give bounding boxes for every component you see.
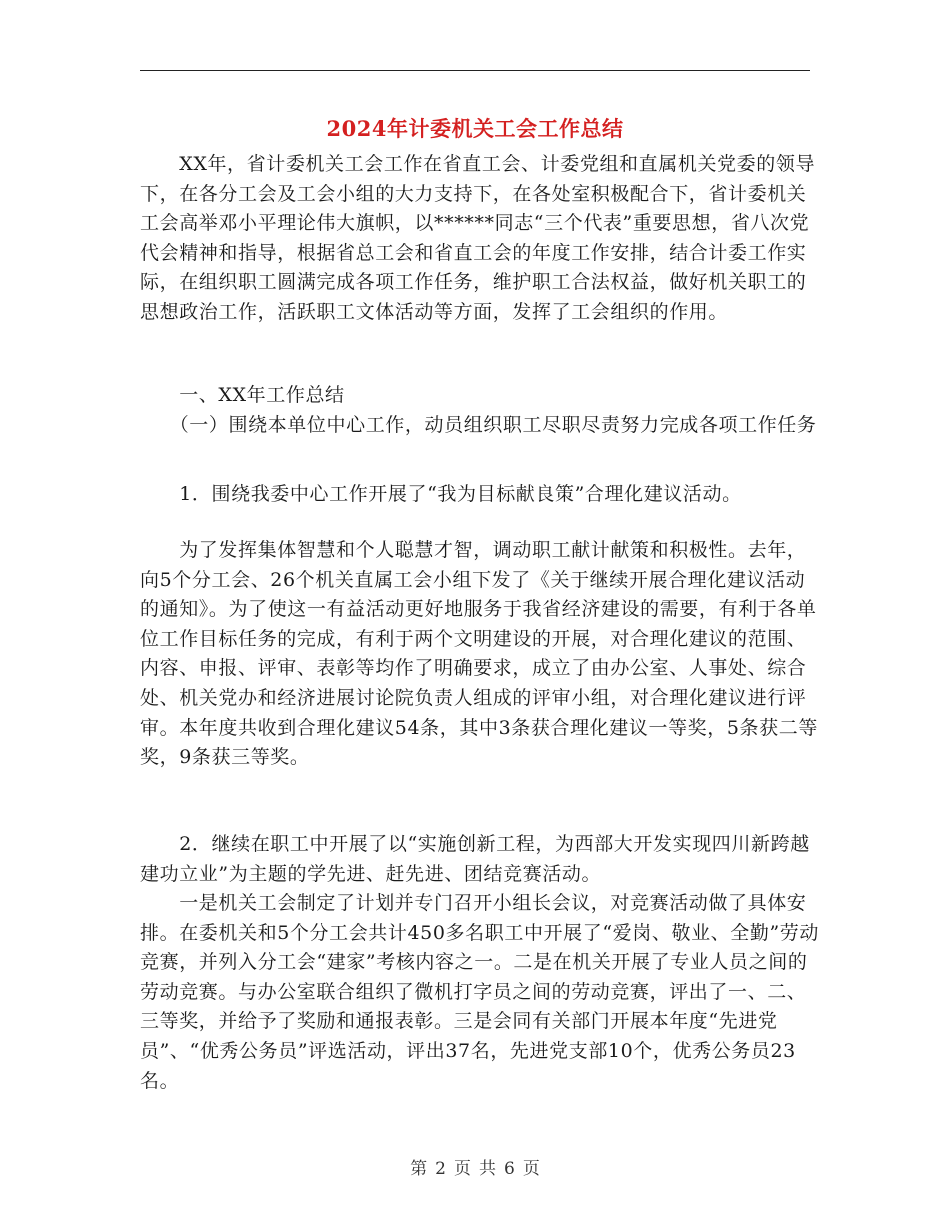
footer-total-pages: 6 bbox=[504, 1159, 515, 1179]
item-heading-1: 1．围绕我委中心工作开展了“我为目标献良策”合理化建议活动。 bbox=[140, 483, 742, 505]
document-title: 2024年计委机关工会工作总结 bbox=[326, 116, 624, 141]
footer-total-prefix: 共 bbox=[479, 1159, 496, 1179]
footer-page-number: 2 bbox=[435, 1159, 446, 1179]
footer-total-unit: 页 bbox=[522, 1159, 540, 1179]
item-heading-2: 2．继续在职工中开展了以“实施创新工程，为西部大开发实现四川新跨越建功立业”为主题的学先进、赶先进、团结竞赛活动。 bbox=[140, 833, 810, 885]
header-rule bbox=[140, 70, 810, 71]
footer-prefix: 第 bbox=[410, 1159, 428, 1179]
footer-page-unit: 页 bbox=[454, 1159, 471, 1179]
paragraph-intro: XX年，省计委机关工会工作在省直工会、计委党组和直属机关党委的领导下，在各分工会及工会小组的大力支持下，在各处室积极配合下，省计委机关工会高举邓小平理论伟大旗帜，以******同志“三个代表”重要思想，省八次党代会精神和指导，根据省总工会和省直工会的年度工作安排，结合计委工作实际，在组织职工圆满完成各项工作任务，维护职工合法权益，做好机关职工的思想政治工作，活跃职工文体活动等方面，发挥了工会组织的作用。 bbox=[140, 153, 816, 323]
section-heading: 一、XX年工作总结 bbox=[140, 384, 345, 406]
paragraph-item-1: 为了发挥集体智慧和个人聪慧才智，调动职工献计献策和积极性。去年，向5个分工会、26个机关直属工会小组下发了《关于继续开展合理化建议活动的通知》。为了使这一有益活动更好地服务于我省经济建设的需要，有利于各单位工作目标任务的完成，有利于两个文明建设的开展，对合理化建议的范围、内容、申报、评审、表彰等均作了明确要求，成立了由办公室、人事处、综合处、机关党办和经济进展讨论院负责人组成的评审小组，对合理化建议进行评审。本年度共收到合理化建议54条，其中3条获合理化建议一等奖，5条获二等奖，9条获三等奖。 bbox=[140, 539, 818, 769]
paragraph-item-2: 一是机关工会制定了计划并专门召开小组长会议，对竞赛活动做了具体安排。在委机关和5个分工会共计450多名职工中开展了“爱岗、敬业、全勤”劳动竞赛，并列入分工会“建家”考核内容之一。二是在机关开展了专业人员之间的劳动竞赛。与办公室联合组织了微机打字员之间的劳动竞赛，评出了一、二、三等奖，并给予了奖励和通报表彰。三是会同有关部门开展本年度“先进党员”、“优秀公务员”评选活动，评出37名，先进党支部10个，优秀公务员23名。 bbox=[140, 892, 819, 1092]
subsection-heading: （一）围绕本单位中心工作，动员组织职工尽职尽责努力完成各项工作任务 bbox=[140, 414, 817, 436]
page-footer bbox=[0, 1154, 950, 1179]
